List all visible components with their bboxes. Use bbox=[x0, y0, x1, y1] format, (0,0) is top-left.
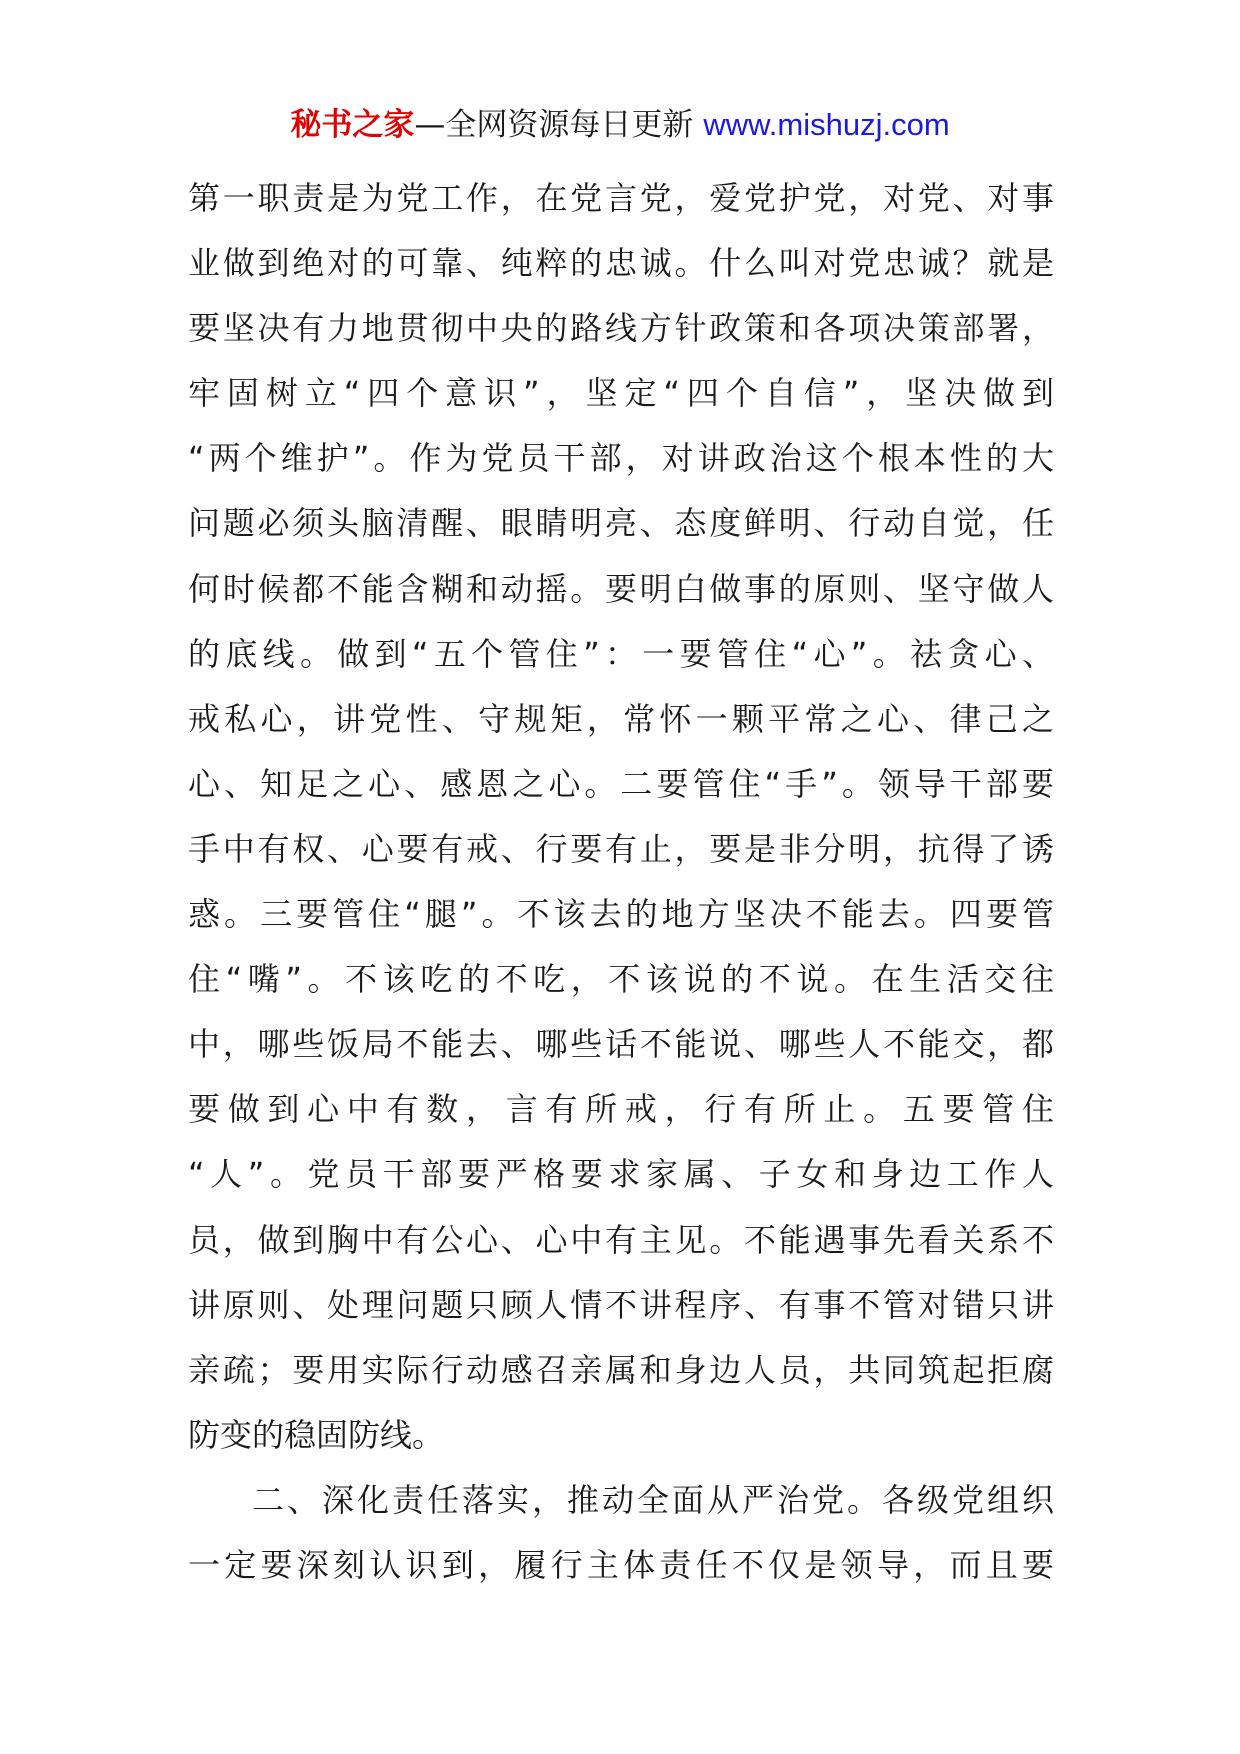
body-line: 何时候都不能含糊和动摇。要明白做事的原则、坚守做人 bbox=[188, 569, 1054, 608]
section-heading-line: 二、深化责任落实，推动全面从严治党。各级党组织 bbox=[252, 1480, 1054, 1519]
body-line: 手中有权、心要有戒、行要有止，要是非分明，抗得了诱 bbox=[188, 829, 1054, 868]
body-line: 要做到心中有数，言有所戒，行有所止。五要管住 bbox=[188, 1090, 1054, 1129]
body-line: 防变的稳固防线。 bbox=[188, 1415, 445, 1454]
body-line: 惑。三要管住“腿”。不该去的地方坚决不能去。四要管 bbox=[188, 895, 1054, 934]
document-body bbox=[188, 166, 1054, 1598]
body-line: 业做到绝对的可靠、纯粹的忠诚。什么叫对党忠诚？就是 bbox=[188, 244, 1054, 283]
body-line: 戒私心，讲党性、守规矩，常怀一颗平常之心、律己之 bbox=[188, 699, 1054, 738]
body-line: 要坚决有力地贯彻中央的路线方针政策和各项决策部署， bbox=[188, 309, 1054, 348]
body-line: 讲原则、处理问题只顾人情不讲程序、有事不管对错只讲 bbox=[188, 1285, 1054, 1324]
body-line: 一定要深刻认识到，履行主体责任不仅是领导，而且要 bbox=[188, 1545, 1054, 1584]
body-line: “两个维护”。作为党员干部，对讲政治这个根本性的大 bbox=[188, 439, 1054, 478]
body-line: 问题必须头脑清醒、眼睛明亮、态度鲜明、行动自觉，任 bbox=[188, 504, 1054, 543]
body-line: 第一职责是为党工作，在党言党，爱党护党，对党、对事 bbox=[188, 179, 1054, 217]
body-line: 的底线。做到“五个管住”：一要管住“心”。祛贪心、 bbox=[188, 634, 1054, 673]
body-line: 员，做到胸中有公心、心中有主见。不能遇事先看关系不 bbox=[188, 1220, 1054, 1259]
body-line: 亲疏；要用实际行动感召亲属和身边人员，共同筑起拒腐 bbox=[188, 1350, 1054, 1389]
brand-name: 秘书之家 bbox=[290, 107, 415, 143]
page-header bbox=[0, 100, 1240, 150]
site-link[interactable]: www.mishuzj.com bbox=[703, 107, 950, 142]
body-line: 中，哪些饭局不能去、哪些话不能说、哪些人不能交，都 bbox=[188, 1025, 1054, 1064]
header-tagline: —全网资源每日更新 bbox=[414, 107, 694, 143]
body-line: 牢固树立“四个意识”，坚定“四个自信”，坚决做到 bbox=[188, 374, 1054, 413]
body-line: “人”。党员干部要严格要求家属、子女和身边工作人 bbox=[188, 1155, 1054, 1194]
body-line: 住“嘴”。不该吃的不吃，不该说的不说。在生活交往 bbox=[188, 960, 1054, 999]
body-line: 心、知足之心、感恩之心。二要管住“手”。领导干部要 bbox=[188, 764, 1054, 803]
